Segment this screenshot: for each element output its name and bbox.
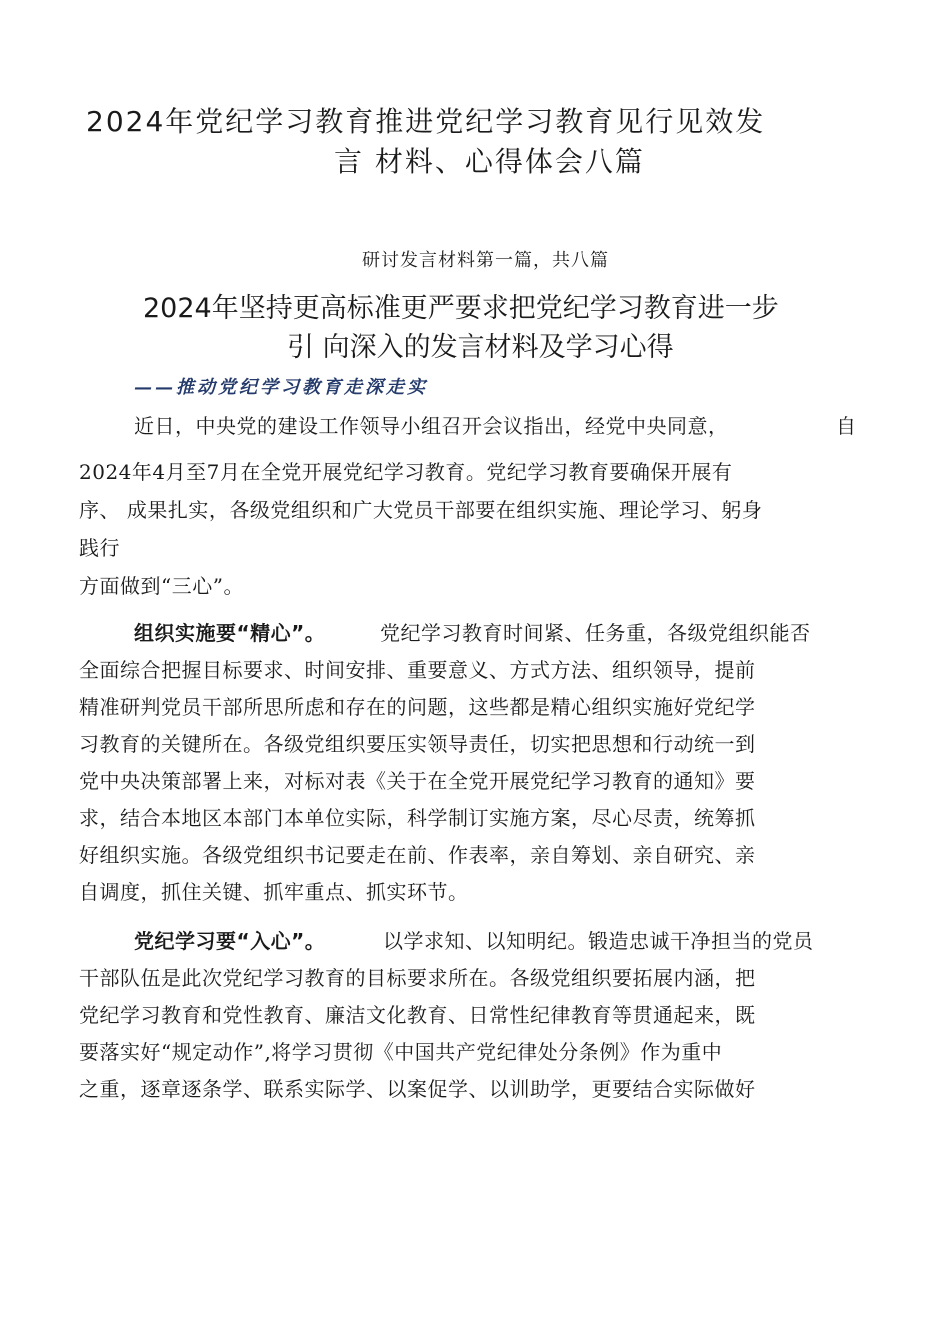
- main-title-line-1: 2024年党纪学习教育推进党纪学习教育见行见效发: [86, 105, 766, 138]
- para1-line-3: 精准研判党员干部所思所虑和存在的问题，这些都是精心组织实施好党纪学: [79, 695, 756, 719]
- para1-line-7: 好组织实施。各级党组织书记要走在前、作表率，亲自筹划、亲自研究、亲: [79, 843, 756, 867]
- intro-line-1-end: 自: [836, 414, 857, 438]
- para2-line-5: 之重，逐章逐条学、联系实际学、以案促学、以训助学，更要结合实际做好: [79, 1077, 756, 1101]
- para1-line-5: 党中央决策部署上来，对标对表《关于在全党开展党纪学习教育的通知》要: [79, 769, 756, 793]
- para2-line-2: 干部队伍是此次党纪学习教育的目标要求所在。各级党组织要拓展内涵，把: [79, 966, 756, 990]
- para1-heading: 组织实施要“精心”。: [134, 621, 326, 645]
- intro-line-5: 方面做到“三心”。: [79, 574, 244, 598]
- para2-line-3: 党纪学习教育和党性教育、廉洁文化教育、日常性纪律教育等贯通起来，既: [79, 1003, 756, 1027]
- para1-line-1: 党纪学习教育时间紧、任务重，各级党组织能否: [380, 621, 811, 645]
- intro-line-2: 2024年4月至7月在全党开展党纪学习教育。党纪学习教育要确保开展有: [79, 460, 733, 484]
- para1-line-2: 全面综合把握目标要求、时间安排、重要意义、方式方法、组织领导，提前: [79, 658, 756, 682]
- tagline: ——推动党纪学习教育走深走实: [134, 377, 428, 398]
- intro-line-4: 践行: [79, 536, 120, 560]
- article-title-line-1: 2024年坚持更高标准更严要求把党纪学习教育进一步: [143, 293, 779, 324]
- intro-line-3: 序、 成果扎实，各级党组织和广大党员干部要在组织实施、理论学习、躬身: [79, 498, 763, 522]
- intro-line-1: 近日，中央党的建设工作领导小组召开会议指出，经党中央同意，: [134, 414, 729, 438]
- para1-line-8: 自调度，抓住关键、抓牢重点、抓实环节。: [79, 880, 469, 904]
- para1-line-6: 求，结合本地区本部门本单位实际，科学制订实施方案，尽心尽责，统筹抓: [79, 806, 756, 830]
- para2-line-4: 要落实好“规定动作”,将学习贯彻《中国共产党纪律处分条例》作为重中: [79, 1040, 723, 1064]
- main-title-line-2: 言 材料、心得体会八篇: [334, 145, 645, 178]
- para2-line-1: 以学求知、以知明纪。锻造忠诚干净担当的党员: [383, 929, 814, 953]
- para1-line-4: 习教育的关键所在。各级党组织要压实领导责任，切实把思想和行动统一到: [79, 732, 756, 756]
- article-title-line-2: 引 向深入的发言材料及学习心得: [287, 332, 674, 363]
- para2-heading: 党纪学习要“入心”。: [134, 929, 326, 953]
- section-label: 研讨发言材料第一篇，共八篇: [362, 250, 609, 271]
